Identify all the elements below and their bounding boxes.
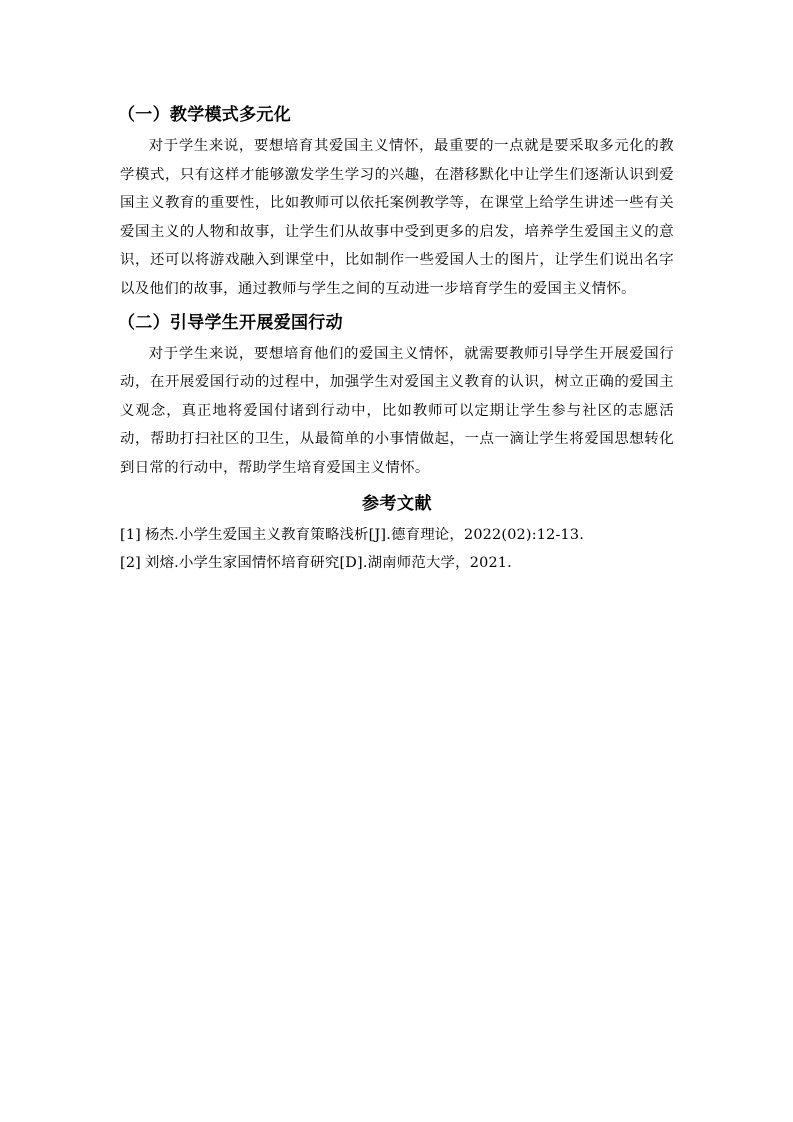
reference-item	[120, 521, 674, 550]
reference-index: [1]	[120, 526, 141, 543]
reference-index: [2]	[120, 555, 141, 572]
section-paragraph-2: 对于学生来说，要想培育他们的爱国主义情怀，就需要教师引导学生开展爱国行动，在开展爱国行动的过程中，加强学生对爱国主义教育的认识，树立正确的爱国主义观念，真正地将爱国付诸到行动中，比如教师可以定期让学生参与社区的志愿活动，帮助打扫社区的卫生，从最简单的小事情做起，一点一滴让学生将爱国思想转化到日常的行动中，帮助学生培育爱国主义情怀。	[120, 345, 674, 476]
references-list	[120, 521, 674, 578]
reference-text: 刘熔.小学生家国情怀培育研究[D].湖南师范大学，2021.	[145, 555, 512, 572]
section-heading-2: （二）引导学生开展爱国行动	[118, 312, 343, 333]
document-body	[120, 100, 674, 578]
section-paragraph-1: 对于学生来说，要想培育其爱国主义情怀，最重要的一点就是要采取多元化的教学模式，只有这样才能够激发学生学习的兴趣，在潜移默化中让学生们逐渐认识到爱国主义教育的重要性，比如教师可以依托案例教学等，在课堂上给学生讲述一些有关爱国主义的人物和故事，让学生们从故事中受到更多的启发，培养学生爱国主义的意识，还可以将游戏融入到课堂中，比如制作一些爱国人士的图片，让学生们说出名字以及他们的故事，通过教师与学生之间的互动进一步培育学生的爱国主义情怀。	[120, 138, 674, 297]
reference-item	[120, 549, 674, 578]
section-heading-1: （一）教学模式多元化	[118, 105, 291, 125]
references-title: 参考文献	[362, 493, 432, 514]
reference-text: 杨杰.小学生爱国主义教育策略浅析[J].德育理论，2022(02):12-13.	[145, 526, 585, 543]
